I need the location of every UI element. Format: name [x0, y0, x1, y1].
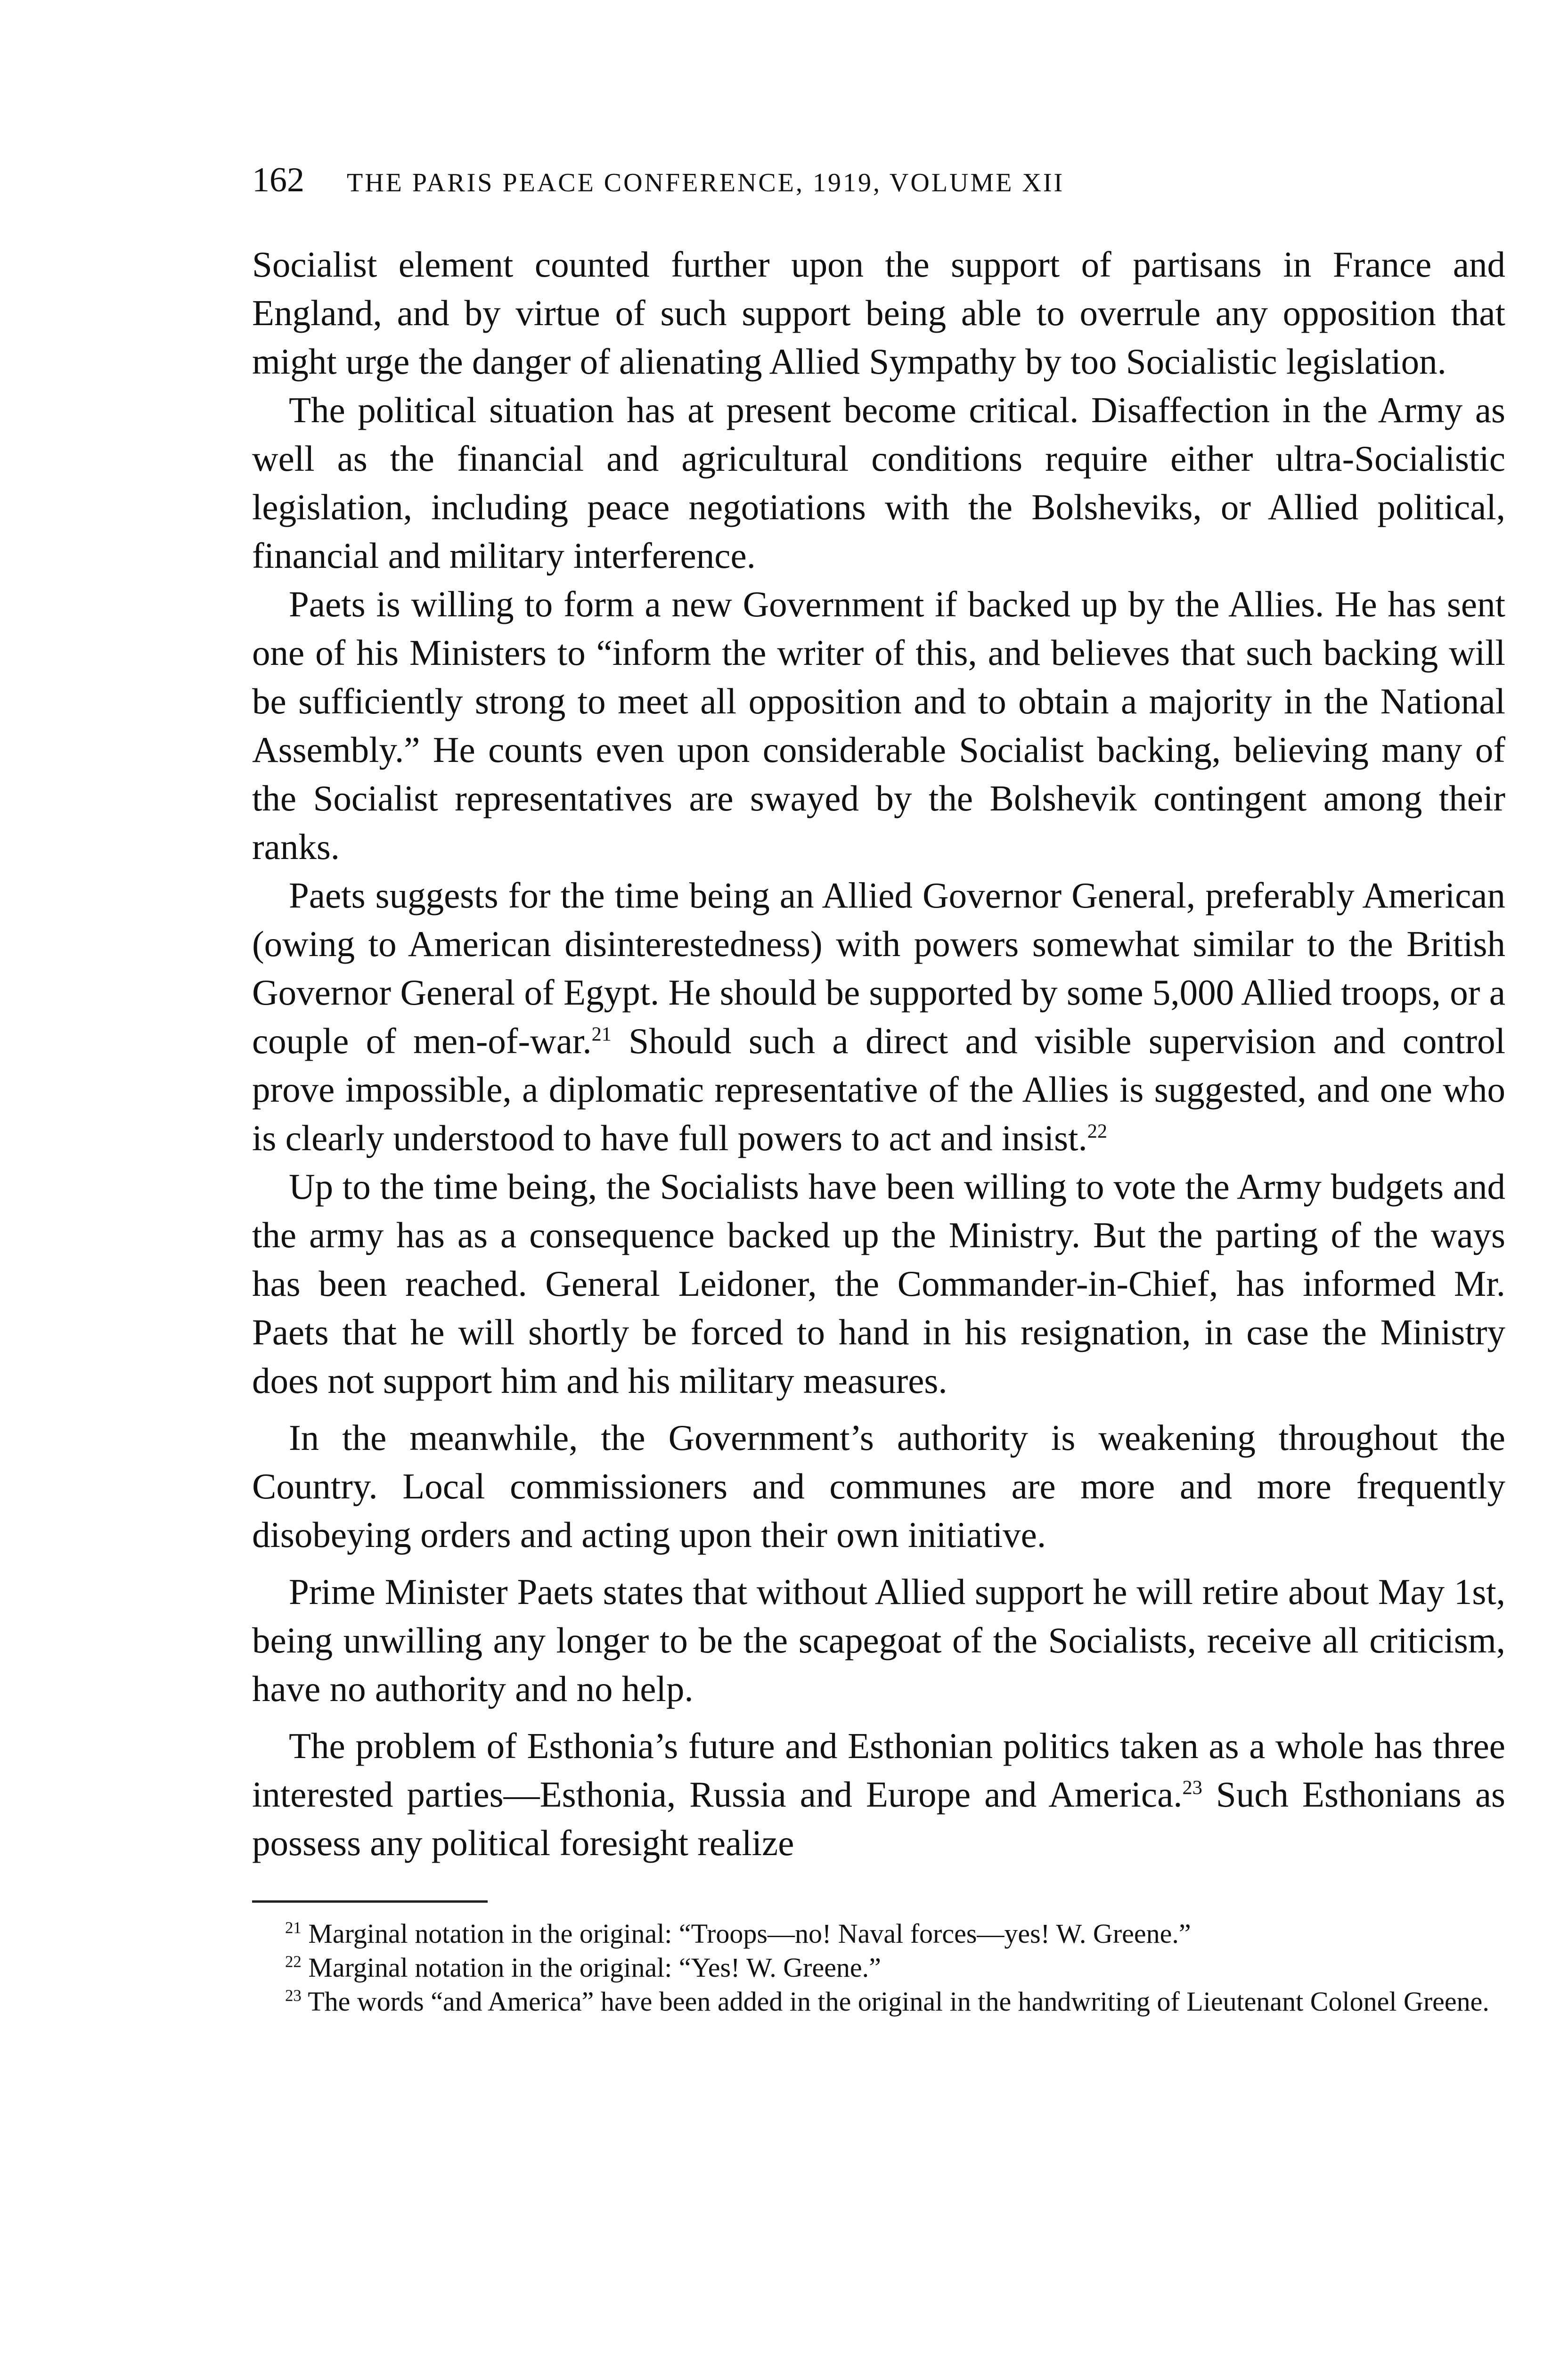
footnote-23	[252, 1985, 1505, 2019]
paragraph-7: Prime Minister Paets states that without Allied support he will retire about May 1st, being unwilling any longer to be the scapegoat of the Socialists, receive all criticism, have no authority and no help.	[252, 1571, 1505, 1709]
page-number: 162	[252, 161, 304, 199]
paragraph-4	[252, 871, 1505, 1162]
document-page	[252, 160, 1505, 2019]
paragraph-5: Up to the time being, the Socialists have been willing to vote the Army budgets and the army has as a consequence backed up the Ministry. But the parting of the ways has been reached. General Leidoner, the Commander-in-Chief, has informed Mr. Paets that he will shortly be forced to hand in his resignation, in case the Ministry does not support him and his military measures.	[252, 1166, 1505, 1401]
footnote-mark-23: 23	[285, 1986, 302, 2005]
running-title: THE PARIS PEACE CONFERENCE, 1919, VOLUME XII	[347, 168, 1065, 197]
running-header	[252, 160, 1505, 212]
paragraph-8-text-a: The problem of Esthonia’s future and Esthonian politics taken as a whole has three interested parties—Esthonia, Russia and Europe and America.	[252, 1726, 1505, 1815]
footnote-ref-21: 21	[591, 1023, 612, 1046]
paragraph-4-text-a: Paets suggests for the time being an Allied Governor General, preferably American (owing to American disinterestedness) with powers somewhat similar to the British Governor General of Egypt. He should be supported by some 5,000 Allied troops, or a couple of men-of-war.	[252, 875, 1505, 1061]
paragraph-1: Socialist element counted further upon the support of partisans in France and England, and by virtue of such support being able to overrule any opposition that might urge the danger of alienating Allied Sympathy by too Socialistic legislation.	[252, 244, 1505, 382]
footnote-21-text: Marginal notation in the original: “Troops—no! Naval forces—yes! W. Greene.”	[308, 1918, 1191, 1949]
footnote-mark-21: 21	[285, 1918, 302, 1937]
paragraph-2: The political situation has at present become critical. Disaffection in the Army as well as the financial and agricultural conditions require either ultra-Socialistic legislation, including peace negotiations with the Bolsheviks, or Allied political, financial and military interference.	[252, 390, 1505, 576]
paragraph-4-text-b: Should such a direct and visible supervision and control prove impossible, a diplomatic representative of the Allies is suggested, and one who is clearly understood to have full powers to act and insist.	[252, 1021, 1505, 1158]
paragraph-3: Paets is willing to form a new Government if backed up by the Allies. He has sent one of his Ministers to “inform the writer of this, and believes that such backing will be sufficiently strong to meet all opposition and to obtain a majority in the National Assembly.” He counts even upon considerable Socialist backing, believing many of the Socialist representatives are swayed by the Bolshevik contingent among their ranks.	[252, 584, 1505, 867]
footnote-mark-22: 22	[285, 1952, 302, 1971]
body-text	[252, 240, 1505, 1867]
footnotes	[252, 1917, 1505, 2019]
footnote-rule	[252, 1900, 488, 1903]
footnote-22	[252, 1951, 1505, 1985]
footnote-21	[252, 1917, 1505, 1951]
footnote-22-text: Marginal notation in the original: “Yes! W. Greene.”	[308, 1952, 881, 1983]
paragraph-8-text-b: Such Esthonians as possess any political foresight realize	[252, 1774, 1506, 1863]
paragraph-6: In the meanwhile, the Government’s authority is weakening throughout the Country. Local commissioners and communes are more and more frequently disobeying orders and acting upon their own initiative.	[252, 1417, 1505, 1555]
paragraph-8	[252, 1722, 1505, 1867]
footnote-23-text: The words “and America” have been added in the original in the handwriting of Lieutenant Colonel Greene.	[308, 1986, 1489, 2017]
footnote-ref-23: 23	[1182, 1776, 1202, 1799]
footnote-ref-22: 22	[1087, 1120, 1108, 1143]
